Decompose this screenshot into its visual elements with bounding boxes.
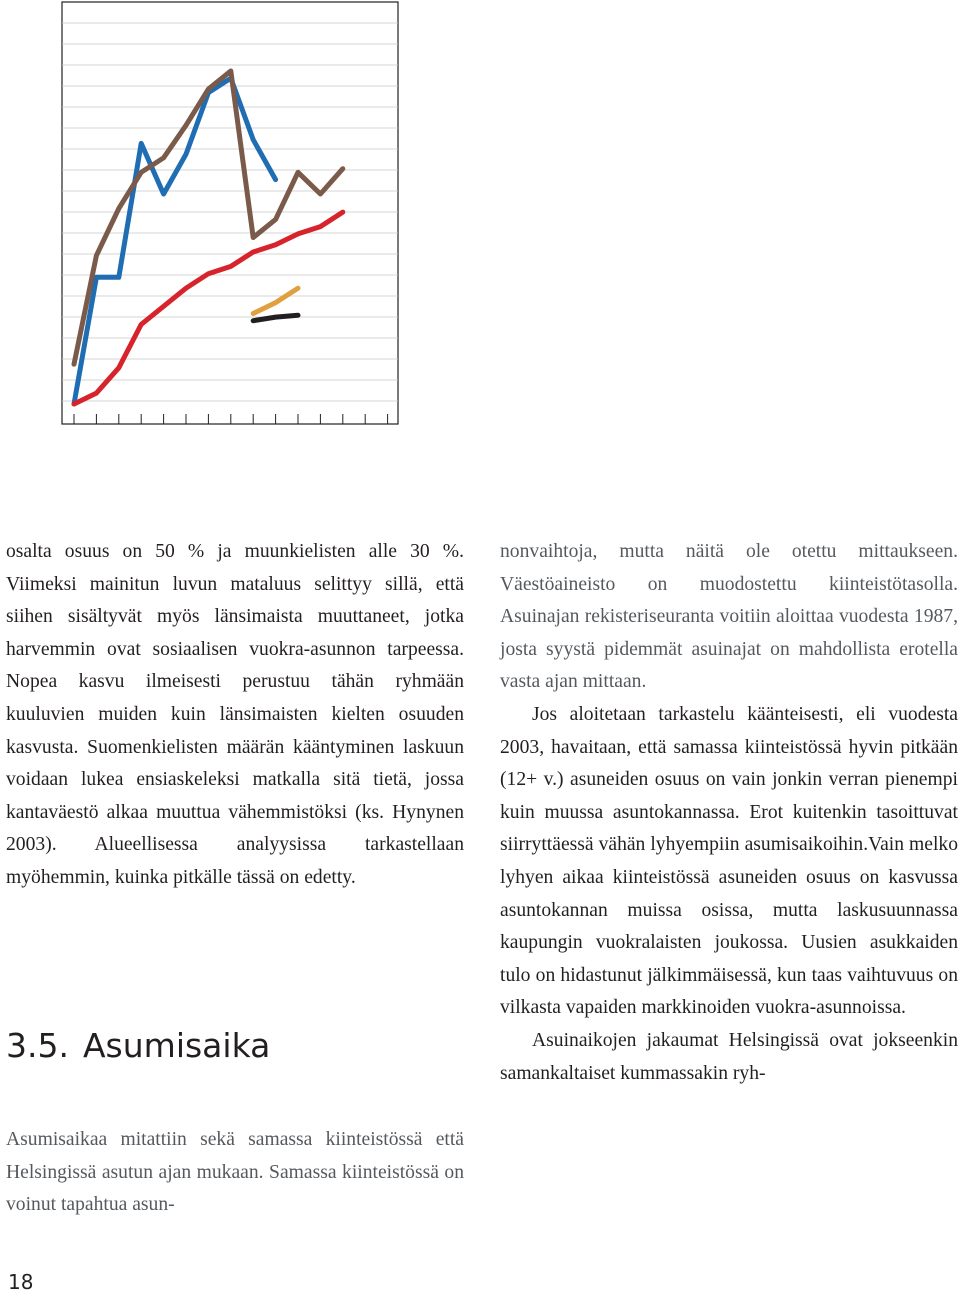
series-line-red — [74, 212, 343, 404]
line-chart — [0, 0, 960, 440]
chart-ticks — [74, 414, 388, 424]
chart-series — [74, 71, 343, 404]
right-column — [500, 536, 958, 1090]
left-column — [6, 536, 464, 895]
right-paragraph-1: nonvaihtoja, mutta näitä ole otettu mittaukseen. Väestöaineisto on muodostettu kiinteistötasolla. Asuinajan rekisteriseuranta voitiin aloittaa vuodesta 1987, josta syystä pidemmät asuinajat on mahdollista erotella vasta ajan mittaan. — [500, 541, 958, 693]
series-line-brown — [74, 71, 343, 364]
page-number: 18 — [8, 1270, 34, 1294]
series-line-orange — [253, 288, 298, 313]
right-paragraph-2: Jos aloitetaan tarkastelu käänteisesti, eli vuodesta 2003, havaitaan, että samassa kiinteistössä hyvin pitkään (12+ v.) asuneiden osuus on vain jonkin verran pienempi kuin muussa asuntokannassa. Erot kuitenkin tasoittuvat siirryttäessä vähän lyhyempiin asumisaikoihin.Vain melko lyhyen aikaa kiinteistössä asuneiden osuus on kasvussa asuntokannan muissa osissa, mutta laskusuunnassa kaupungin vuokralaisten joukossa. Uusien asukkaiden tulo on hidastunut jälkimmäisessä, kun taas vaihtuvuus on vilkasta vapaiden markkinoiden vuokra-asunnoissa. — [500, 703, 958, 1019]
section-lead — [6, 1124, 464, 1222]
section-title: Asumisaika — [82, 1026, 271, 1065]
series-line-black — [253, 315, 298, 320]
right-paragraph-3: Asuinaikojen jakaumat Helsingissä ovat jokseenkin samankaltaiset kummassakin ryh- — [500, 1029, 958, 1084]
section-lead-text: Asumisaikaa mitattiin sekä samassa kiinteistössä että Helsingissä asutun ajan mukaan. Samassa kiinteistössä on voinut tapahtua asun- — [6, 1129, 464, 1216]
left-paragraph-1: osalta osuus on 50 % ja muunkielisten alle 30 %. Viimeksi mainitun luvun mataluus selittyy sillä, että siihen sisältyvät myös länsimaista muuttaneet, jotka harvemmin ovat sosiaalisen vuokra-asunnon tarpeessa. Nopea kasvu ilmeisesti perustuu tähän ryhmään kuuluvien muiden kuin länsimaisten kielten osuuden kasvusta. Suomenkielisten määrän kääntyminen laskuun voidaan lukea ensiaskeleksi matkalla sitä tietä, jossa kantaväestö alkaa muuttua vähemmistöksi (ks. Hynynen 2003). Alueellisessa analyysissa tarkastellaan myöhemmin, kuinka pitkälle tässä on edetty. — [6, 541, 464, 888]
section-heading — [6, 1026, 270, 1066]
section-number: 3.5. — [6, 1026, 69, 1065]
